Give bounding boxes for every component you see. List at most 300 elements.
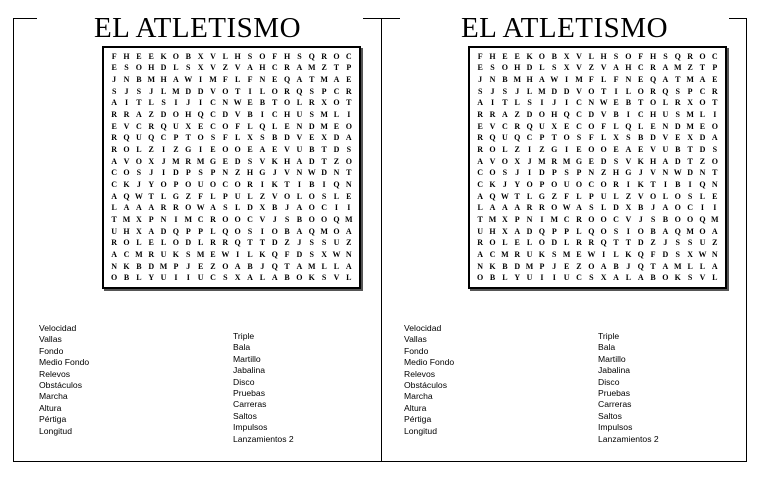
grid-letter: A — [477, 249, 484, 259]
grid-letter: D — [284, 133, 290, 143]
grid-letter: O — [538, 51, 546, 61]
grid-letter: P — [564, 226, 570, 236]
grid-letter: S — [502, 86, 508, 96]
grid-letter: Q — [160, 121, 167, 131]
grid-letter: H — [148, 63, 155, 73]
grid-letter: A — [271, 273, 278, 283]
grid-letter: R — [489, 110, 496, 120]
grid-letter: W — [500, 191, 509, 201]
grid-letter: C — [588, 179, 595, 189]
grid-letter: I — [248, 86, 252, 96]
grid-letter: M — [673, 63, 682, 73]
grid-letter: E — [650, 121, 656, 131]
grid-letter: O — [271, 86, 278, 96]
grid-letter: R — [111, 145, 118, 155]
grid-letter: X — [148, 156, 155, 166]
grid-letter: H — [259, 63, 266, 73]
grid-letter: Z — [650, 238, 656, 248]
grid-letter: K — [489, 179, 496, 189]
grid-letter: J — [112, 75, 117, 85]
grid-letter: R — [111, 110, 118, 120]
grid-letter: Z — [222, 63, 228, 73]
grid-letter: U — [477, 226, 484, 236]
grid-letter: L — [321, 261, 327, 271]
grid-letter: C — [123, 249, 130, 259]
grid-letter: V — [284, 168, 290, 178]
grid-letter: B — [136, 75, 142, 85]
grid-letter: P — [173, 133, 179, 143]
grid-letter: P — [210, 168, 216, 178]
grid-letter: M — [562, 249, 571, 259]
grid-letter: V — [489, 121, 496, 131]
word-item: Pértiga — [404, 414, 432, 425]
grid-letter: P — [551, 168, 557, 178]
grid-letter: D — [333, 133, 340, 143]
grid-letter: H — [612, 168, 620, 178]
grid-letter: U — [173, 121, 179, 131]
grid-letter: X — [613, 133, 619, 143]
grid-letter: J — [626, 261, 631, 271]
grid-letter: S — [650, 214, 656, 224]
grid-letter: U — [234, 191, 241, 201]
grid-letter: U — [197, 179, 204, 189]
word-item: Jabalina — [233, 365, 266, 376]
grid-letter: O — [674, 191, 681, 201]
grid-letter: S — [687, 238, 693, 248]
grid-letter: I — [260, 179, 264, 189]
grid-letter: R — [477, 110, 484, 120]
grid-letter: M — [488, 214, 497, 224]
grid-letter: P — [173, 179, 179, 189]
grid-letter: B — [675, 145, 681, 155]
grid-letter: O — [259, 51, 266, 61]
grid-letter: H — [123, 226, 130, 236]
grid-letter: R — [674, 98, 681, 108]
grid-letter: L — [601, 75, 607, 85]
grid-letter: A — [539, 75, 545, 85]
grid-letter: A — [662, 226, 669, 236]
grid-letter: F — [284, 249, 290, 259]
grid-letter: A — [111, 249, 118, 259]
grid-letter: S — [346, 145, 352, 155]
grid-letter: K — [674, 273, 681, 283]
grid-letter: V — [333, 273, 340, 283]
grid-letter: I — [540, 273, 544, 283]
grid-letter: S — [576, 133, 582, 143]
grid-letter: A — [148, 203, 155, 213]
grid-letter: A — [210, 203, 216, 213]
grid-letter: S — [297, 51, 302, 61]
grid-letter: T — [346, 98, 352, 108]
grid-letter: O — [271, 226, 278, 236]
grid-letter: D — [247, 203, 253, 213]
grid-letter: L — [613, 249, 619, 259]
grid-letter: O — [321, 214, 328, 224]
grid-letter: E — [613, 98, 619, 108]
grid-letter: Q — [283, 75, 291, 85]
grid-letter: Z — [576, 261, 582, 271]
grid-letter: M — [135, 249, 143, 259]
grid-letter: P — [346, 63, 352, 73]
grid-letter: L — [526, 191, 533, 201]
grid-letter: Q — [271, 249, 278, 259]
grid-letter: V — [600, 63, 607, 73]
grid-letter: A — [173, 75, 179, 85]
grid-letter: E — [247, 145, 253, 155]
grid-letter: L — [197, 238, 204, 248]
grid-letter: J — [515, 168, 520, 178]
grid-letter: O — [588, 121, 595, 131]
grid-letter: X — [185, 121, 192, 131]
grid-letter: O — [308, 214, 315, 224]
grid-letter: A — [111, 156, 118, 166]
grid-letter: O — [308, 203, 315, 213]
grid-letter: S — [309, 110, 314, 120]
grid-letter: Q — [222, 226, 229, 236]
grid-letter: M — [209, 75, 217, 85]
grid-letter: N — [477, 261, 484, 271]
grid-letter: J — [552, 261, 557, 271]
grid-letter: O — [172, 51, 180, 61]
grid-letter: A — [296, 156, 303, 166]
grid-letter: A — [135, 110, 142, 120]
grid-letter: L — [333, 261, 340, 271]
grid-letter: D — [539, 168, 545, 178]
grid-letter: H — [123, 51, 130, 61]
worksheet-right — [382, 0, 751, 462]
grid-letter: T — [259, 238, 266, 248]
grid-letter: A — [111, 98, 118, 108]
grid-letter: D — [333, 145, 340, 155]
grid-letter: S — [589, 203, 594, 213]
grid-letter: L — [514, 98, 520, 108]
word-item: Triple — [233, 331, 255, 341]
grid-letter: M — [673, 261, 682, 271]
grid-letter: D — [526, 110, 533, 120]
grid-letter: J — [186, 98, 191, 108]
grid-letter: L — [576, 191, 582, 201]
grid-letter: O — [160, 179, 167, 189]
grid-letter: J — [638, 168, 643, 178]
grid-letter: Y — [514, 179, 521, 189]
grid-letter: X — [551, 121, 558, 131]
grid-letter: T — [272, 98, 278, 108]
grid-letter: Q — [674, 51, 681, 61]
grid-letter: E — [712, 75, 718, 85]
grid-letter: H — [283, 156, 291, 166]
grid-letter: K — [637, 156, 644, 166]
grid-letter: A — [296, 63, 303, 73]
grid-letter: P — [712, 63, 718, 73]
grid-letter: I — [490, 98, 495, 108]
grid-letter: C — [489, 249, 496, 259]
grid-letter: Q — [563, 110, 570, 120]
grid-letter: R — [210, 238, 216, 248]
grid-letter: A — [296, 226, 303, 236]
grid-letter: I — [602, 249, 606, 259]
grid-letter: O — [711, 121, 718, 131]
grid-letter: L — [502, 273, 508, 283]
grid-letter: K — [625, 249, 632, 259]
grid-letter: O — [296, 273, 303, 283]
grid-letter: Q — [333, 179, 340, 189]
grid-letter: M — [686, 121, 694, 131]
grid-letter: V — [284, 145, 290, 155]
grid-letter: E — [111, 121, 117, 131]
grid-letter: L — [235, 133, 241, 143]
grid-letter: G — [209, 156, 217, 166]
grid-letter: K — [526, 51, 533, 61]
grid-letter: M — [501, 249, 509, 259]
word-item: Medio Fondo — [39, 357, 90, 368]
grid-letter: O — [345, 121, 352, 131]
grid-letter: N — [160, 214, 167, 224]
grid-letter: N — [588, 168, 595, 178]
grid-letter: A — [345, 133, 352, 143]
grid-letter: L — [539, 63, 545, 73]
grid-letter: I — [688, 179, 692, 189]
grid-letter: L — [210, 191, 216, 201]
grid-letter: A — [613, 63, 619, 73]
grid-letter: Y — [148, 273, 155, 283]
grid-letter: D — [160, 63, 167, 73]
grid-letter: I — [614, 86, 618, 96]
grid-letter: L — [296, 98, 303, 108]
grid-letter: R — [210, 214, 216, 224]
grid-letter: R — [477, 145, 484, 155]
grid-letter: C — [197, 214, 204, 224]
frame-bottom-edge — [13, 461, 382, 462]
grid-letter: A — [234, 261, 241, 271]
grid-letter: C — [210, 121, 216, 131]
grid-letter: O — [283, 191, 291, 201]
grid-letter: Q — [308, 226, 315, 236]
grid-letter: T — [309, 75, 315, 85]
grid-letter: G — [185, 145, 192, 155]
grid-letter: W — [233, 98, 242, 108]
grid-letter: S — [321, 273, 327, 283]
grid-letter: I — [124, 98, 129, 108]
grid-letter: U — [111, 226, 118, 236]
grid-letter: C — [333, 86, 340, 96]
grid-letter: C — [271, 110, 278, 120]
grid-letter: O — [111, 273, 118, 283]
grid-letter: V — [650, 145, 656, 155]
grid-letter: R — [284, 86, 290, 96]
grid-letter: I — [540, 98, 544, 108]
grid-letter: N — [111, 261, 118, 271]
word-item: Carreras — [598, 399, 632, 410]
grid-letter: E — [346, 75, 352, 85]
word-item: Pértiga — [39, 414, 67, 425]
grid-letter: I — [199, 75, 203, 85]
grid-letter: S — [626, 133, 631, 143]
grid-letter: O — [588, 214, 595, 224]
grid-letter: W — [550, 75, 559, 85]
grid-letter: Q — [489, 191, 496, 201]
grid-letter: B — [185, 51, 191, 61]
grid-letter: X — [600, 273, 607, 283]
grid-letter: P — [551, 226, 557, 236]
grid-letter: A — [613, 273, 619, 283]
grid-letter: H — [649, 156, 657, 166]
word-item: Altura — [404, 402, 427, 413]
grid-letter: P — [539, 133, 545, 143]
grid-letter: F — [235, 121, 241, 131]
grid-letter: T — [136, 98, 142, 108]
grid-letter: O — [526, 179, 533, 189]
grid-letter: O — [501, 63, 508, 73]
grid-letter: O — [489, 145, 496, 155]
grid-letter: R — [477, 133, 484, 143]
grid-letter: N — [526, 214, 533, 224]
grid-letter: L — [259, 86, 266, 96]
grid-letter: Q — [637, 249, 644, 259]
grid-letter: F — [222, 133, 228, 143]
grid-letter: M — [184, 214, 193, 224]
grid-letter: S — [502, 168, 508, 178]
grid-letter: T — [514, 191, 520, 201]
grid-letter: M — [550, 214, 559, 224]
grid-letter: V — [296, 133, 303, 143]
grid-letter: O — [234, 226, 241, 236]
grid-letter: K — [489, 261, 496, 271]
grid-letter: L — [601, 203, 607, 213]
grid-letter: L — [613, 121, 619, 131]
grid-letter: T — [235, 86, 241, 96]
grid-letter: A — [477, 191, 484, 201]
grid-letter: H — [160, 75, 167, 85]
grid-letter: X — [234, 273, 241, 283]
grid-letter: L — [625, 86, 632, 96]
grid-letter: N — [259, 75, 266, 85]
grid-letter: A — [699, 75, 706, 85]
grid-letter: I — [260, 110, 264, 120]
grid-letter: P — [514, 214, 520, 224]
grid-letter: I — [162, 168, 166, 178]
grid-letter: W — [196, 203, 205, 213]
grid-letter: O — [333, 98, 340, 108]
grid-letter: E — [148, 51, 154, 61]
grid-letter: R — [711, 86, 718, 96]
grid-letter: C — [576, 110, 582, 120]
grid-letter: L — [160, 86, 167, 96]
grid-letter: O — [588, 86, 595, 96]
grid-letter: I — [626, 226, 630, 236]
grid-letter: Q — [588, 226, 595, 236]
grid-letter: S — [663, 51, 668, 61]
grid-letter: E — [514, 51, 520, 61]
grid-letter: B — [284, 226, 290, 236]
word-list-right — [598, 331, 659, 445]
grid-letter: U — [662, 110, 669, 120]
grid-letter: C — [321, 203, 327, 213]
grid-letter: I — [626, 110, 630, 120]
grid-letter: Z — [333, 156, 340, 166]
word-item: Relevos — [404, 368, 436, 379]
grid-letter: B — [502, 75, 508, 85]
word-search-grid — [102, 46, 361, 289]
word-item: Medio Fondo — [404, 357, 455, 368]
grid-letter: O — [345, 156, 352, 166]
grid-letter: V — [123, 156, 130, 166]
grid-letter: B — [247, 261, 253, 271]
grid-letter: O — [222, 86, 229, 96]
grid-letter: M — [525, 261, 534, 271]
grid-letter: V — [123, 121, 130, 131]
grid-letter: O — [637, 226, 644, 236]
grid-letter: Q — [197, 110, 204, 120]
grid-letter: N — [345, 249, 352, 259]
grid-letter: X — [321, 133, 327, 143]
grid-letter: L — [160, 191, 167, 201]
grid-letter: N — [699, 168, 706, 178]
word-list-right — [233, 331, 294, 445]
word-item: Lanzamientos 2 — [233, 433, 294, 444]
grid-letter: L — [662, 191, 669, 201]
grid-letter: X — [197, 51, 204, 61]
grid-letter: K — [637, 179, 644, 189]
grid-letter: S — [613, 156, 619, 166]
grid-letter: O — [699, 51, 706, 61]
grid-letter: T — [650, 261, 656, 271]
grid-letter: O — [209, 179, 217, 189]
grid-letter: D — [526, 226, 533, 236]
grid-letter: E — [638, 145, 644, 155]
grid-letter: C — [711, 51, 718, 61]
grid-letter: E — [284, 121, 290, 131]
word-item: Carreras — [233, 399, 267, 410]
grid-letter: C — [501, 121, 508, 131]
grid-letter: B — [650, 226, 656, 236]
grid-letter: L — [502, 145, 508, 155]
grid-letter: L — [247, 121, 253, 131]
word-item: Marcha — [39, 391, 68, 402]
grid-letter: L — [333, 191, 340, 201]
grid-letter: A — [514, 226, 521, 236]
grid-letter: R — [185, 156, 192, 166]
grid-letter: D — [514, 261, 521, 271]
grid-letter: H — [489, 51, 496, 61]
grid-letter: K — [259, 249, 266, 259]
grid-letter: M — [122, 214, 131, 224]
word-item: Obstáculos — [39, 380, 82, 391]
grid-letter: R — [551, 156, 558, 166]
grid-letter: I — [552, 273, 556, 283]
grid-letter: C — [699, 86, 706, 96]
grid-letter: P — [198, 226, 204, 236]
grid-letter: S — [552, 63, 557, 73]
grid-letter: S — [161, 98, 166, 108]
page-title: EL ATLETISMO — [93, 12, 302, 44]
grid-letter: Z — [539, 145, 545, 155]
grid-letter: R — [687, 51, 693, 61]
grid-letter: X — [197, 63, 204, 73]
grid-letter: M — [562, 156, 571, 166]
grid-letter: O — [687, 214, 694, 224]
grid-letter: I — [528, 168, 532, 178]
grid-letter: E — [272, 75, 278, 85]
grid-letter: A — [662, 203, 669, 213]
grid-letter: T — [687, 156, 693, 166]
word-item: Vallas — [404, 334, 427, 345]
grid-letter: D — [600, 156, 607, 166]
grid-letter: L — [296, 191, 303, 201]
grid-letter: R — [650, 86, 656, 96]
grid-letter: T — [699, 63, 706, 73]
word-list-left — [404, 323, 454, 437]
grid-letter: G — [172, 191, 180, 201]
